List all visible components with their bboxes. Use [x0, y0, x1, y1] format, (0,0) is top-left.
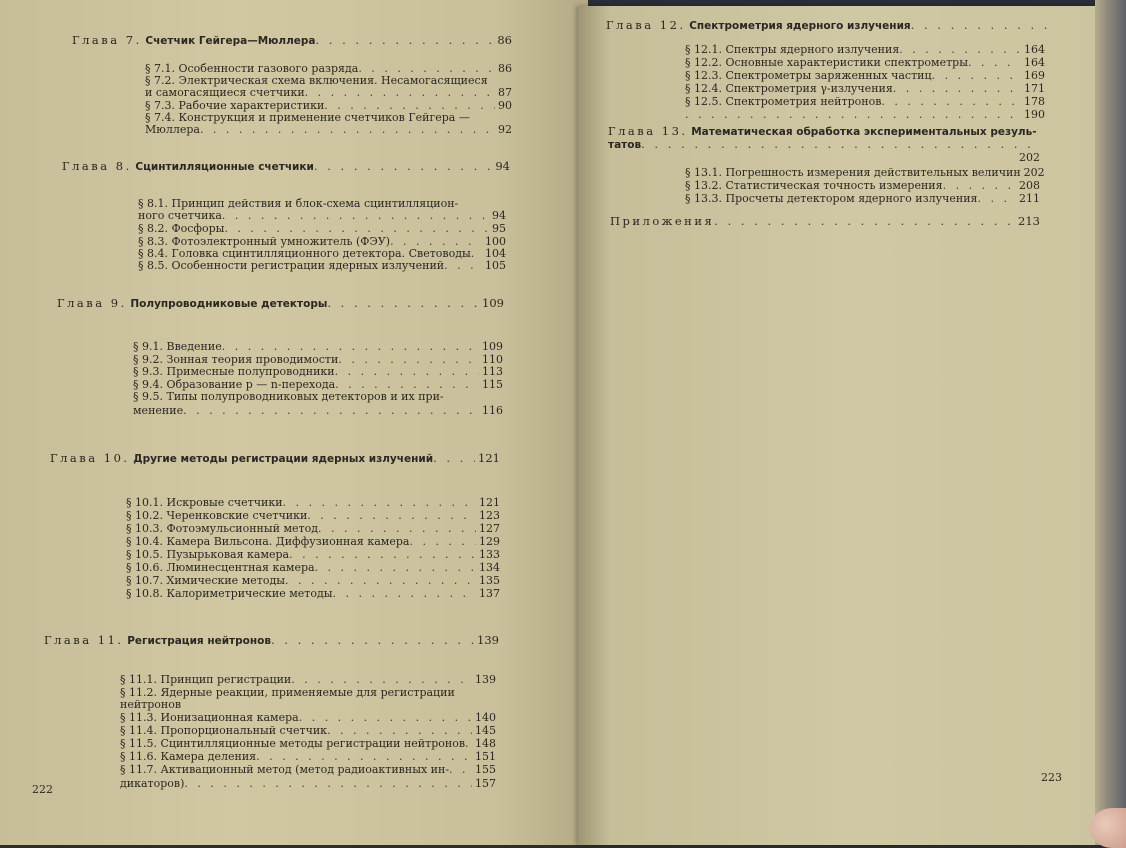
toc-entry: § 10.3. Фотоэмульсионный метод . . . 127 [126, 522, 500, 535]
toc-entry: 202 [1019, 151, 1040, 164]
page-ref: 86 [497, 33, 512, 47]
toc-entry: § 13.3. Просчеты детектором ядерного излучения . . . 211 [685, 192, 1040, 205]
toc-entry: § 13.2. Статистическая точность измерения . . . 208 [685, 179, 1040, 192]
finger [1090, 808, 1126, 848]
chapter-9-heading: Глава 9. Полупроводниковые детекторы . . . 109 [57, 297, 504, 311]
toc-entry: § 11.1. Принцип регистрации . . . 139 [120, 673, 496, 686]
toc-entry: и самогасящиеся счетчики . . . 87 [145, 86, 512, 99]
toc-entry: § 12.2. Основные характеристики спектрометры . . . 164 [685, 56, 1045, 69]
chapter-8-heading: Глава 8. Сцинтилляционные счетчики . . . 94 [62, 160, 510, 174]
toc-entry: § 10.5. Пузырьковая камера . . . 133 [126, 548, 500, 561]
toc-entry-line: нейтронов [120, 698, 182, 711]
toc-entry: ного счетчика . . . 94 [138, 209, 506, 222]
page-number: 223 [1041, 771, 1062, 784]
toc-entry-line: § 11.2. Ядерные реакции, применяемые для регистрации [120, 686, 455, 699]
toc-entry: § 7.1. Особенности газового разряда . . . 86 [145, 62, 512, 75]
chapter-title: Счетчик Гейгера—Мюллера [145, 35, 316, 47]
toc-entry: § 9.1. Введение . . . 109 [133, 340, 503, 353]
toc-entry: § 10.8. Калориметрические методы . . . 137 [126, 587, 500, 600]
toc-entry: § 9.3. Примесные полупроводники . . . 113 [133, 365, 503, 378]
toc-entry: § 8.2. Фосфоры . . . 95 [138, 222, 506, 235]
toc-entry: § 10.6. Люминесцентная камера . . . 134 [126, 561, 500, 574]
chapter-12-heading: Глава 12. Спектрометрия ядерного излучения . . . [606, 19, 1056, 33]
chapter-10-heading: Глава 10. Другие методы регистрации ядерных излучений . . . 121 [50, 452, 500, 466]
toc-entry: § 12.3. Спектрометры заряженных частиц . . . 169 [685, 69, 1045, 82]
toc-entry: § 10.7. Химические методы . . . 135 [126, 574, 500, 587]
toc-entry-line: § 9.5. Типы полупроводниковых детекторов и их при- [133, 390, 444, 403]
chapter-7-heading [72, 34, 512, 48]
book-cover-edge [1095, 0, 1126, 845]
toc-entry: § 12.4. Спектрометрия γ-излучения . . . 171 [685, 82, 1045, 95]
toc-entry: менение . . . 116 [133, 404, 503, 417]
chapter-13-heading: Глава 13. Математическая обработка экспериментальных резуль- [608, 124, 1037, 138]
toc-entry: § 10.2. Черенковские счетчики . . . 123 [126, 509, 500, 522]
toc-entry: дикаторов) . . . 157 [120, 777, 496, 790]
toc-entry: § 11.4. Пропорциональный счетчик . . . 145 [120, 724, 496, 737]
toc-entry-line: § 8.1. Принцип действия и блок-схема сцинтилляцион- [138, 197, 459, 210]
toc-entry: § 12.1. Спектры ядерного излучения . . . 164 [685, 43, 1045, 56]
toc-entry: . . . 190 [685, 108, 1045, 121]
toc-entry: § 8.4. Головка сцинтилляционного детектора. Световоды . . . 104 [138, 247, 506, 260]
toc-entry: § 11.3. Ионизационная камера . . . 140 [120, 711, 496, 724]
toc-entry: § 12.5. Спектрометрия нейтронов . . . 178 [685, 95, 1045, 108]
toc-entry: § 7.3. Рабочие характеристики . . . 90 [145, 99, 512, 112]
chapter-prefix: Глава 7. [72, 33, 142, 47]
toc-entry: § 11.6. Камера деления . . . 151 [120, 750, 496, 763]
page-number: 222 [32, 783, 53, 796]
chapter-11-heading: Глава 11. Регистрация нейтронов . . . 139 [44, 634, 499, 648]
toc-entry: § 11.5. Сцинтилляционные методы регистрации нейтронов . . . 148 [120, 737, 496, 750]
toc-entry: § 11.7. Активационный метод (метод радиоактивных ин- . . . 155 [120, 763, 496, 776]
toc-entry: § 10.1. Искровые счетчики . . . 121 [126, 496, 500, 509]
toc-entry: § 9.2. Зонная теория проводимости . . . 110 [133, 353, 503, 366]
right-page [578, 6, 1118, 845]
chapter-13-heading-cont: татов . . . [608, 138, 1038, 152]
toc-entry: § 8.3. Фотоэлектронный умножитель (ФЭУ) . . . 100 [138, 235, 506, 248]
toc-entry-line: § 7.2. Электрическая схема включения. Несамогасящиеся [145, 74, 488, 87]
toc-entry: Мюллера . . . 92 [145, 123, 512, 136]
appendix-heading: Приложения . . . 213 [610, 215, 1040, 228]
toc-entry: § 13.1. Погрешность измерения действительных величин 202 [685, 166, 1045, 179]
toc-entry: § 8.5. Особенности регистрации ядерных излучений . . . 105 [138, 259, 506, 272]
toc-entry: § 10.4. Камера Вильсона. Диффузионная камера . . . 129 [126, 535, 500, 548]
toc-entry-line: § 7.4. Конструкция и применение счетчиков Гейгера — [145, 111, 470, 124]
toc-entry: § 9.4. Образование p — n-перехода . . . 115 [133, 378, 503, 391]
